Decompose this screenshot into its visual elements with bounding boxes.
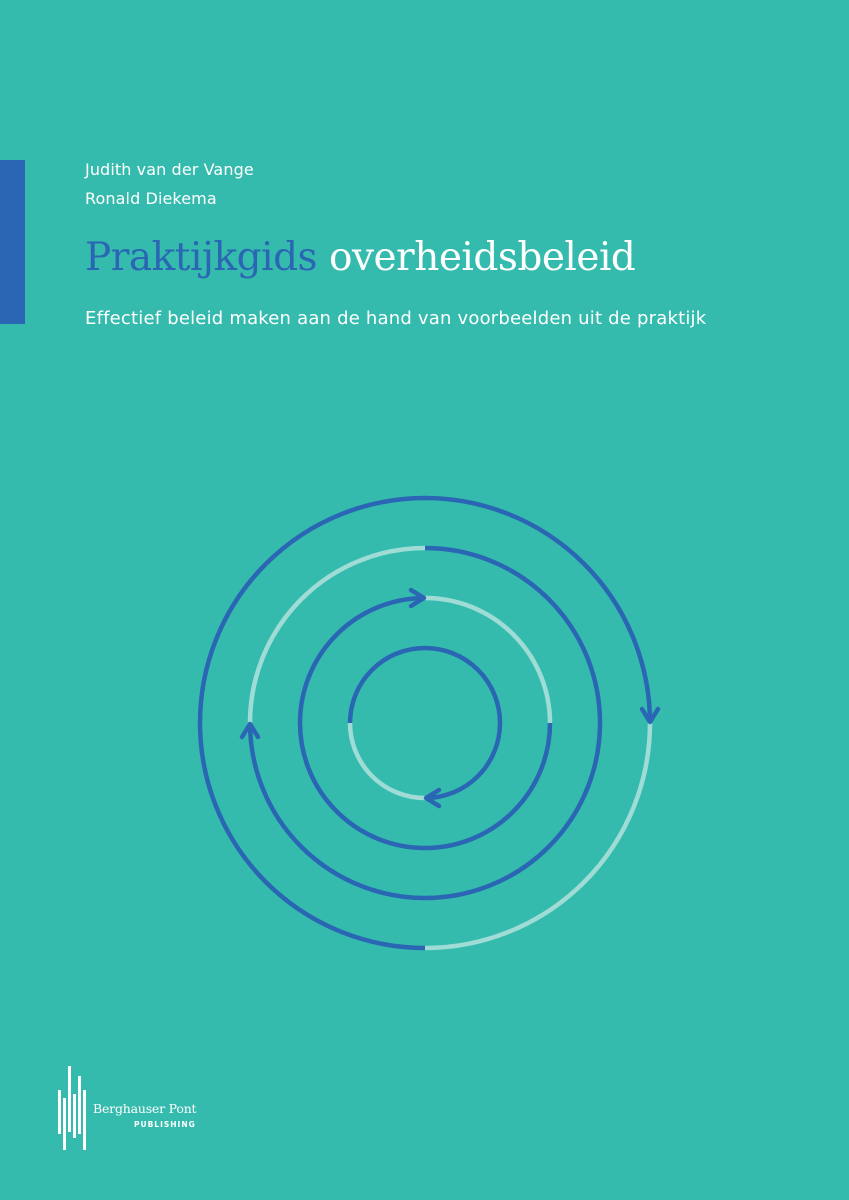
publisher-subtitle: PUBLISHING — [134, 1120, 196, 1129]
ring-4-light-arc — [350, 723, 425, 798]
ring-3-light-arc — [425, 598, 550, 723]
ring-1-light-arc — [425, 723, 650, 948]
ring-1-blue-arc — [200, 498, 650, 948]
title-highlight: Praktijkgids — [85, 235, 318, 280]
publisher-name: Berghauser Pont — [93, 1101, 197, 1116]
title-rest: overheidsbeleid — [328, 235, 636, 280]
book-subtitle: Effectief beleid maken aan de hand van voorbeelden uit de praktijk — [85, 308, 707, 329]
author-name: Judith van der Vange — [85, 160, 254, 179]
author-name: Ronald Diekema — [85, 189, 217, 208]
publisher-logo-icon — [58, 1066, 98, 1150]
